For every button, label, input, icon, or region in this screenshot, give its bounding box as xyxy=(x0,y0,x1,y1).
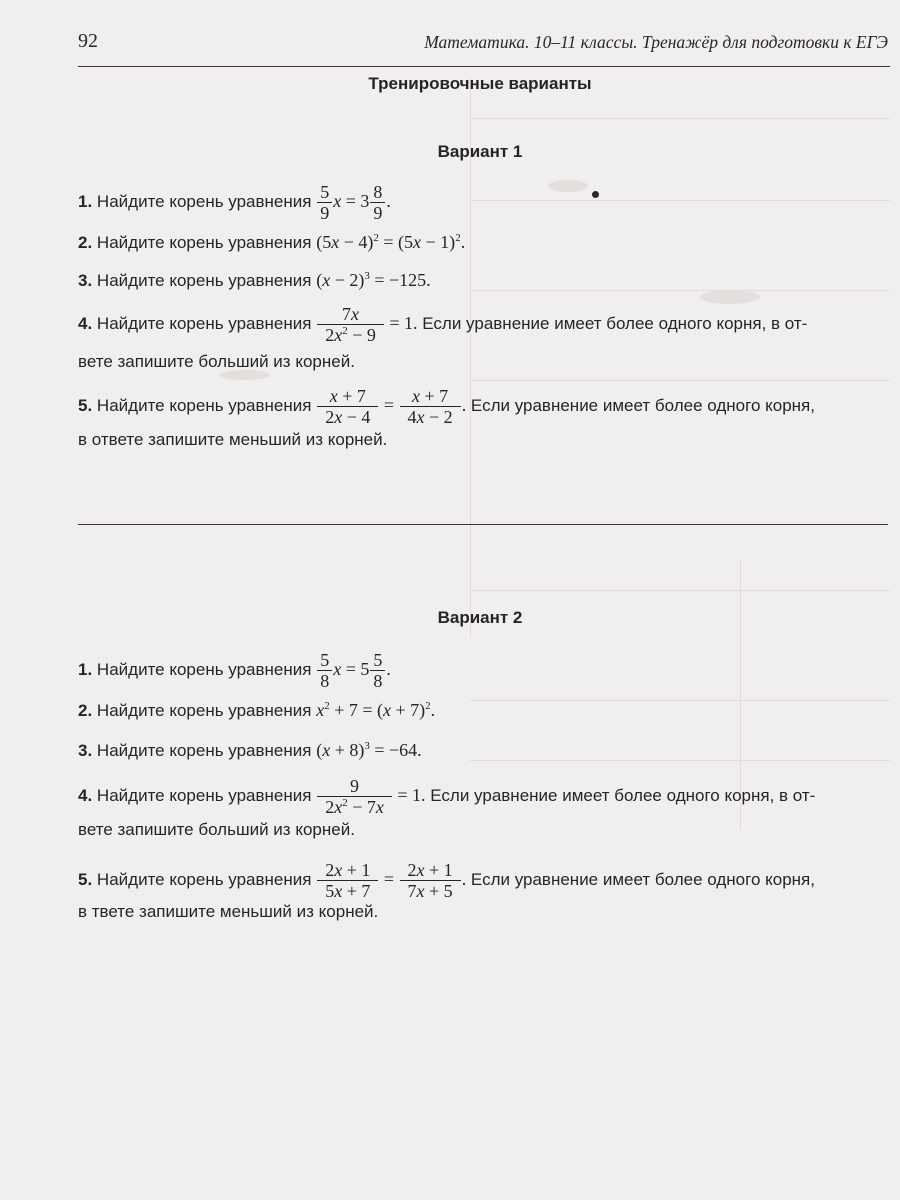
bleed-through-rule xyxy=(470,590,890,591)
task-text: Найдите корень уравнения xyxy=(96,313,312,333)
equation: x = 5 xyxy=(333,658,370,679)
fraction: $\frac{8}{9}$ xyxy=(370,182,385,223)
task-continuation: вете запишите больший из корней. xyxy=(78,352,355,371)
fraction: $\frac{x + 7}{4x - 2}$ xyxy=(400,386,461,427)
equation: $x^2 + 7 = (x + 7)^2$. xyxy=(316,700,436,720)
variant-2-title: Вариант 2 xyxy=(437,608,523,627)
bleed-through-rule xyxy=(470,78,471,638)
page-header xyxy=(78,30,890,67)
task-condition: Если уравнение имеет более одного корня, xyxy=(470,869,815,889)
page-smudge xyxy=(700,290,760,304)
bleed-through-rule xyxy=(470,760,890,761)
fraction: $\frac{5}{8}$ xyxy=(370,650,385,691)
task-text: Найдите корень уравнения xyxy=(96,785,312,805)
task-condition: Если уравнение имеет более одного корня, в от- xyxy=(430,785,816,805)
task-number: 3. xyxy=(78,271,93,290)
fraction: $\frac{5}{8}$ xyxy=(317,650,332,691)
task-continuation: в твете запишите меньший из корней. xyxy=(78,902,379,921)
fraction: $\frac{5}{9}$ xyxy=(317,182,332,223)
textbook-page: 92 Математика. 10–11 классы. Тренажёр для подготовки к ЕГЭ Тренировочные варианты Вариант 1 1. Найдите корень уравнения $\frac{5}{9}$ x = 3 $\frac{8}{9}$ . 2. Найдите корень уравнения $(5x - 4)^2 = (5x - 1)^2$. 3. Найдите корень уравнения $(x - 2)^3 = -125$. 4. Найдите корень уравнения $\frac{7x}{2x^2 - 9}$ = 1. Если уравнение имеет более одного корня, в от- вете запишите больший из корней. 5. Найдите корень уравнения $\frac{x + 7}{2x - 4}$ = $\frac{x + 7}{4x - 2}$ . Если уравнение имеет более одного корня, в ответе запишите меньший из корней. Вариант 2 1. Найдите корень уравнения $\frac{5}{8}$ x = 5 $\frac{5}{8}$ . 2. Найдите корень уравнения $x^2 + 7 = (x + 7)^2$. 3. Найдите корень уравнения $(x + 8)^3 = -64$. 4. Найдите корень уравнения $\frac{9}{2x^2 - 7x}$ = 1. Если уравнение имеет более одного корня, в от- вете запишите больший из корней. 5. Найдите корень уравнения $\frac{2x + 1}{5x + 7}$ = $\frac{2x + 1}{7x + 5}$ . Если уравнение имеет более одного корня, в твете запишите меньший из корней. xyxy=(0,0,900,1200)
bleed-through-rule xyxy=(470,290,890,291)
task-text: Найдите корень уравнения xyxy=(96,869,312,889)
running-title: Математика. 10–11 классы. Тренажёр для подготовки к ЕГЭ xyxy=(424,32,888,52)
v1-task-1: 1. Найдите корень уравнения $\frac{5}{9}$ x = 3 $\frac{8}{9}$ . xyxy=(78,182,391,223)
task-number: 5. xyxy=(78,395,93,415)
variant-divider xyxy=(78,524,888,525)
equation: $(5x - 4)^2 = (5x - 1)^2$. xyxy=(316,232,466,252)
equation: $(x - 2)^3 = -125$. xyxy=(316,270,431,290)
task-text: Найдите корень уравнения xyxy=(96,701,312,720)
bleed-through-rule xyxy=(470,380,890,381)
bleed-through-rule xyxy=(470,700,890,701)
task-number: 3. xyxy=(78,741,93,760)
fraction: $\frac{9}{2x^2 - 7x}$ xyxy=(317,776,392,817)
equation: $(x + 8)^3 = -64$. xyxy=(316,740,422,760)
equation: x = 3 xyxy=(333,190,370,211)
variant-1-title: Вариант 1 xyxy=(437,142,523,161)
task-number: 4. xyxy=(78,785,93,805)
task-continuation: в ответе запишите меньший из корней. xyxy=(78,430,388,449)
task-condition: Если уравнение имеет более одного корня, xyxy=(470,395,815,415)
equation: = 1. xyxy=(384,312,418,333)
task-number: 1. xyxy=(78,659,93,679)
task-number: 1. xyxy=(78,191,93,211)
fraction: $\frac{x + 7}{2x - 4}$ xyxy=(317,386,378,427)
task-text: Найдите корень уравнения xyxy=(96,659,312,679)
page-number: 92 xyxy=(78,30,98,52)
fraction: $\frac{2x + 1}{7x + 5}$ xyxy=(400,860,461,901)
task-text: Найдите корень уравнения xyxy=(96,395,312,415)
task-number: 2. xyxy=(78,233,93,252)
task-condition: Если уравнение имеет более одного корня, в от- xyxy=(422,313,808,333)
task-number: 4. xyxy=(78,313,93,333)
task-number: 5. xyxy=(78,869,93,889)
equation: = 1. xyxy=(392,784,426,805)
bleed-through-rule xyxy=(470,118,890,119)
fraction: $\frac{2x + 1}{5x + 7}$ xyxy=(317,860,378,901)
task-text: Найдите корень уравнения xyxy=(96,741,312,760)
task-number: 2. xyxy=(78,701,93,720)
task-text: Найдите корень уравнения xyxy=(96,191,312,211)
section-title: Тренировочные варианты xyxy=(368,74,592,93)
task-continuation: вете запишите больший из корней. xyxy=(78,820,355,839)
task-text: Найдите корень уравнения xyxy=(96,233,312,252)
task-text: Найдите корень уравнения xyxy=(96,271,312,290)
fraction: $\frac{7x}{2x^2 - 9}$ xyxy=(317,304,384,345)
